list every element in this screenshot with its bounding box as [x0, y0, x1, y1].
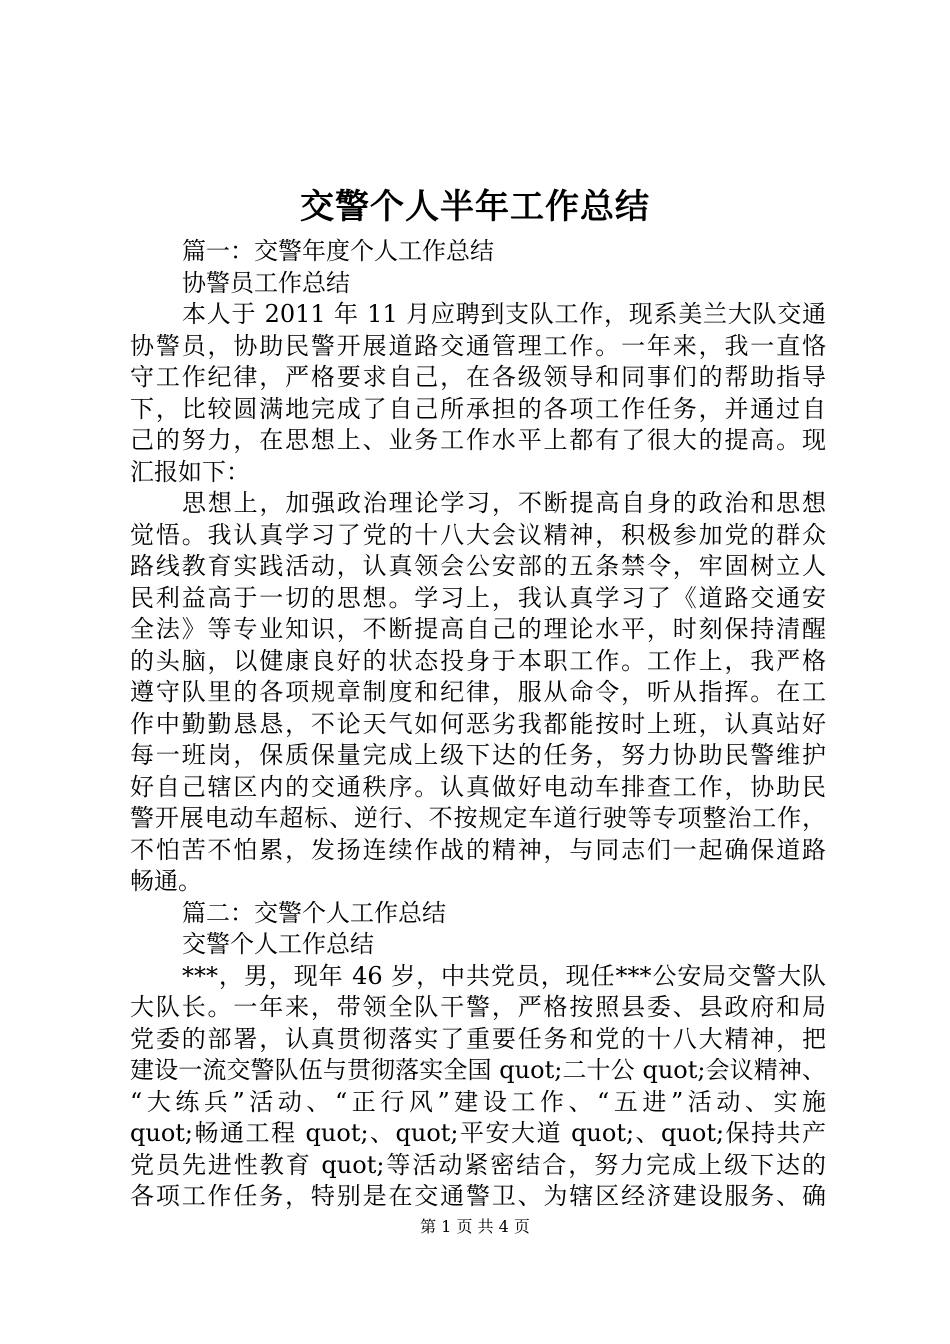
body-line: 觉悟。我认真学习了党的十八大会议精神，积极参加党的群众	[130, 520, 826, 549]
body-line: quot;畅通工程 quot;、quot;平安大道 quot;、quot;保持共产	[130, 1119, 826, 1147]
body-line: ***，男，现年 46 岁，中共党员，现任***公安局交警大队	[182, 961, 826, 990]
body-line: 每一班岗，保质保量完成上级下达的任务，努力协助民警维护	[130, 741, 826, 769]
body-line: 遵守队里的各项规章制度和纪律，服从命令，听从指挥。在工	[130, 678, 826, 706]
subsection-heading: 交警个人工作总结	[182, 930, 374, 958]
body-line: 畅通。	[130, 867, 202, 895]
body-line: 不怕苦不怕累，发扬连续作战的精神，与同志们一起确保道路	[130, 835, 826, 864]
body-line: 本人于 2011 年 11 月应聘到支队工作，现系美兰大队交通	[182, 300, 826, 328]
body-line: 党员先进性教育 quot;等活动紧密结合，努力完成上级下达的	[130, 1150, 826, 1179]
body-line: 建设一流交警队伍与贯彻落实全国 quot;二十公 quot;会议精神、	[130, 1056, 826, 1084]
body-line: 的头脑，以健康良好的状态投身于本职工作。工作上，我严格	[130, 646, 826, 675]
body-line: 路线教育实践活动，认真领会公安部的五条禁令，牢固树立人	[130, 552, 826, 580]
body-line: 好自己辖区内的交通秩序。认真做好电动车排查工作，协助民	[130, 772, 826, 801]
document-body	[130, 236, 826, 1213]
body-line: 民利益高于一切的思想。学习上，我认真学习了《道路交通安	[130, 583, 826, 612]
document-title: 交警个人半年工作总结	[300, 187, 650, 227]
body-line: 全法》等专业知识，不断提高自己的理论水平，时刻保持清醒	[130, 615, 826, 643]
subsection-heading: 协警员工作总结	[182, 268, 350, 297]
body-line: 思想上，加强政治理论学习，不断提高自身的政治和思想	[182, 489, 826, 517]
body-line: 警开展电动车超标、逆行、不按规定车道行驶等专项整治工作，	[130, 804, 826, 832]
body-line: 己的努力，在思想上、业务工作水平上都有了很大的提高。现	[130, 426, 826, 454]
body-line: 协警员，协助民警开展道路交通管理工作。一年来，我一直恪	[130, 331, 826, 360]
body-line: 下，比较圆满地完成了自己所承担的各项工作任务，并通过自	[130, 394, 826, 423]
section-heading: 篇一：交警年度个人工作总结	[182, 237, 494, 265]
body-line: 大队长。一年来，带领全队干警，严格按照县委、县政府和局	[130, 993, 826, 1021]
page-footer: 第 1 页 共 4 页	[420, 1217, 530, 1236]
body-line: 各项工作任务，特别是在交通警卫、为辖区经济建设服务、确	[130, 1182, 826, 1210]
section-heading: 篇二：交警个人工作总结	[182, 898, 446, 927]
body-line: 守工作纪律，严格要求自己，在各级领导和同事们的帮助指导	[130, 363, 826, 391]
body-line: 汇报如下：	[130, 457, 250, 486]
body-line: 党委的部署，认真贯彻落实了重要任务和党的十八大精神，把	[130, 1024, 826, 1053]
body-line: 作中勤勤恳恳，不论天气如何恶劣我都能按时上班，认真站好	[130, 709, 826, 738]
body-line: “大练兵”活动、“正行风”建设工作、“五进”活动、实施	[130, 1087, 826, 1116]
